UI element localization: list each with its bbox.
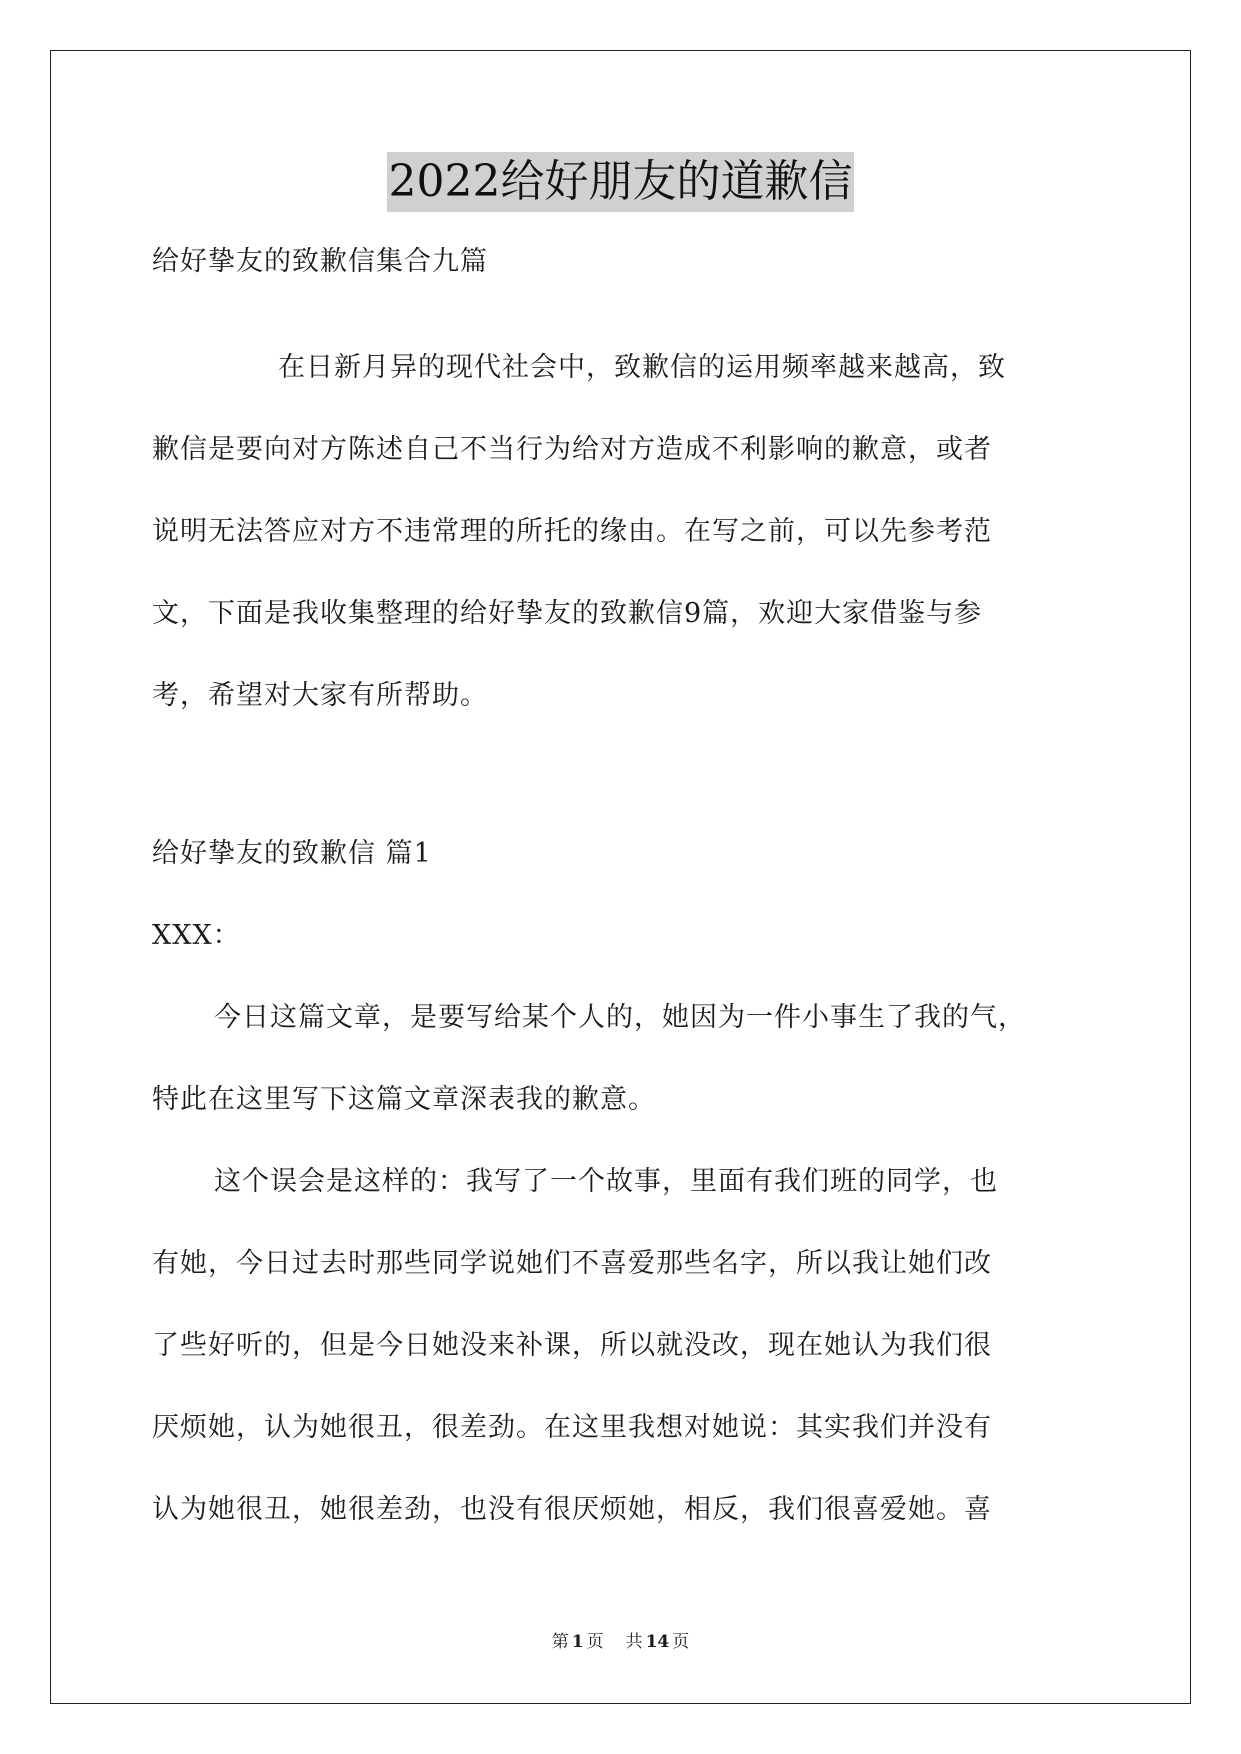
page-footer	[0, 1630, 1241, 1654]
section-heading: 给好挚友的致歉信 篇1	[152, 838, 432, 869]
paragraph1-line-2: 特此在这里写下这篇文章深表我的歉意。	[152, 1084, 656, 1115]
footer-total-suffix: 页	[672, 1632, 690, 1652]
total-pages-number: 14	[645, 1632, 670, 1652]
paragraph2-line-4: 厌烦她，认为她很丑，很差劲。在这里我想对她说：其实我们并没有	[152, 1412, 992, 1443]
page-border	[50, 50, 1191, 1704]
document-title: 2022给好朋友的道歉信	[387, 152, 855, 212]
footer-total-prefix: 共	[625, 1632, 643, 1652]
footer-page-suffix: 页	[586, 1632, 604, 1652]
paragraph2-line-2: 有她，今日过去时那些同学说她们不喜爱那些名字，所以我让她们改	[152, 1248, 992, 1279]
paragraph2-line-3: 了些好听的，但是今日她没来补课，所以就没改，现在她认为我们很	[152, 1330, 992, 1361]
footer-prefix: 第	[551, 1632, 569, 1652]
salutation: XXX：	[152, 920, 241, 951]
document-subtitle: 给好挚友的致歉信集合九篇	[152, 246, 488, 277]
intro-line-4: 文，下面是我收集整理的给好挚友的致歉信9篇，欢迎大家借鉴与参	[152, 598, 983, 629]
paragraph2-line-5: 认为她很丑，她很差劲，也没有很厌烦她，相反，我们很喜爱她。喜	[152, 1494, 992, 1525]
intro-line-3: 说明无法答应对方不违常理的所托的缘由。在写之前，可以先参考范	[152, 516, 992, 547]
intro-line-5: 考，希望对大家有所帮助。	[152, 680, 488, 711]
paragraph1-line-1: 今日这篇文章，是要写给某个人的，她因为一件小事生了我的气，	[214, 1002, 1026, 1033]
intro-line-2: 歉信是要向对方陈述自己不当行为给对方造成不利影响的歉意，或者	[152, 434, 992, 465]
intro-line-1: 在日新月异的现代社会中，致歉信的运用频率越来越高，致	[278, 352, 1006, 383]
paragraph2-line-1: 这个误会是这样的：我写了一个故事，里面有我们班的同学，也	[214, 1166, 998, 1197]
current-page-number: 1	[571, 1632, 584, 1652]
title-container	[0, 152, 1241, 212]
